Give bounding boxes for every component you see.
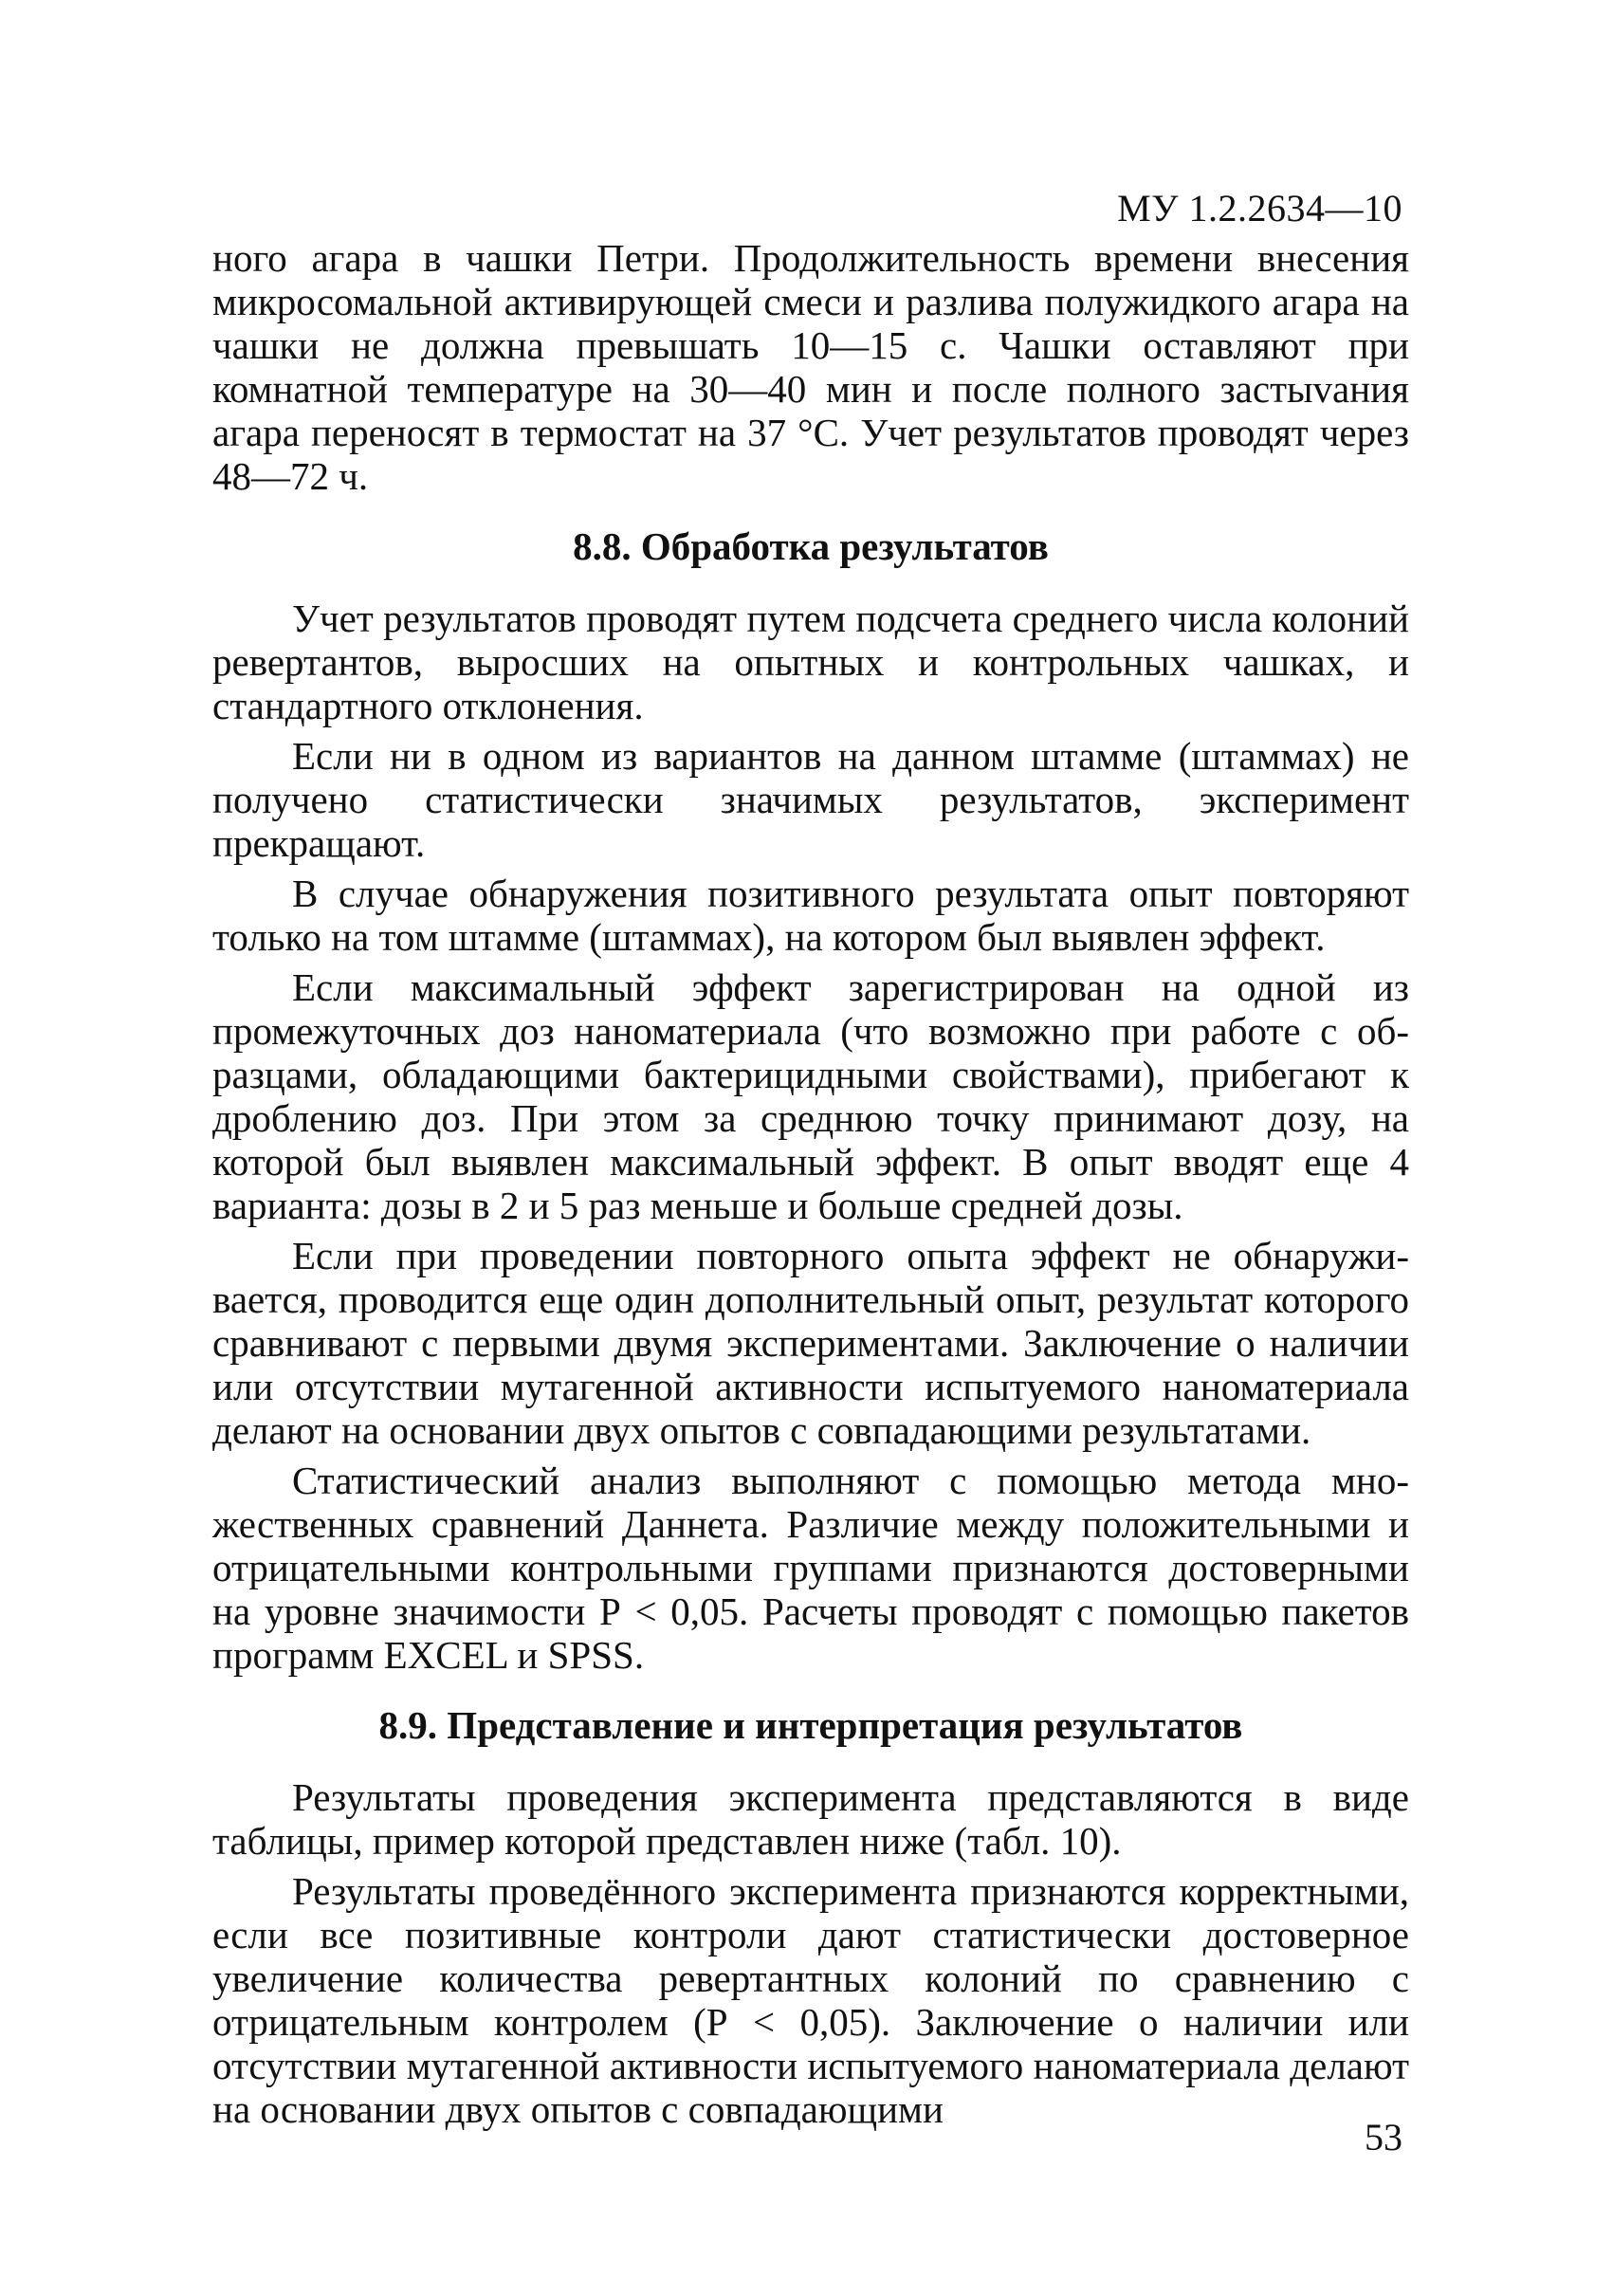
section-8-8-paragraph-5: Если при проведении повторного опыта эффект не обнаруживается, проводится еще один дополнительный опыт, результат которого сравнивают с первыми двумя экспериментами. Заключение о наличии или отсутствии мутагенной активности испытуемого наноматериала делают на основании двух опытов с совпадающими результатами. bbox=[212, 1234, 1409, 1452]
section-8-9-paragraph-1: Результаты проведения эксперимента представляются в виде таблицы, пример которой представлен ниже (табл. 10). bbox=[212, 1775, 1409, 1863]
section-8-9-paragraph-2: Результаты проведённого эксперимента признаются корректными, если все позитивные контроли дают статистически достоверное увеличение количества ревертантных колоний по сравнению с отрицательным контролем (Р < 0,05). Заключение о наличии или отсутствии мутагенной активности испытуемого наноматериала делают на основании двух опытов с совпадающими bbox=[212, 1869, 1409, 2131]
document-id-header: МУ 1.2.2634—10 bbox=[1117, 187, 1402, 230]
section-8-8-heading: 8.8. Обработка результатов bbox=[573, 524, 1049, 568]
section-8-8-paragraph-4: Если максимальный эффект зарегистрирован на одной из промежуточных доз наноматериала (что возможно при работе с образцами, обладающими бактерицидными свойствами), прибегают к дроблению доз. При этом за среднюю точку принимают дозу, на которой был выявлен максимальный эффект. В опыт вводят еще 4 варианта: дозы в 2 и 5 раз меньше и больше средней дозы. bbox=[212, 965, 1409, 1227]
section-8-8-paragraph-2: Если ни в одном из вариантов на данном штамме (штаммах) не получено статистически значимых результатов, эксперимент прекращают. bbox=[212, 734, 1409, 865]
page-content bbox=[212, 236, 1409, 2138]
intro-paragraph: ного агара в чашки Петри. Продолжительность времени внесения микросомальной активирующей смеси и разлива полужидкого агара на чашки не должна превышать 10—15 с. Чашки оставляют при комнатной температуре на 30—40 мин и после полного застыvания агара переносят в термостат на 37 °С. Учет результатов проводят через 48—72 ч. bbox=[212, 236, 1409, 498]
section-8-8-paragraph-6: Статистический анализ выполняют с помощью метода множественных сравнений Даннета. Различие между положительными и отрицательными контрольными группами признаются достоверными на уровне значимости Р < 0,05. Расчеты проводят с помощью пакетов программ EXCEL и SPSS. bbox=[212, 1459, 1409, 1677]
section-8-9-heading: 8.9. Представление и интерпретация результатов bbox=[378, 1703, 1243, 1747]
page-number: 53 bbox=[1365, 2116, 1402, 2158]
section-8-8-paragraph-3: В случае обнаружения позитивного результата опыт повторяют только на том штамме (штаммах), на котором был выявлен эффект. bbox=[212, 872, 1409, 959]
section-8-8-paragraph-1: Учет результатов проводят путем подсчета среднего числа колоний ревертантов, выросших на опытных и контрольных чашках, и стандартного отклонения. bbox=[212, 597, 1409, 727]
